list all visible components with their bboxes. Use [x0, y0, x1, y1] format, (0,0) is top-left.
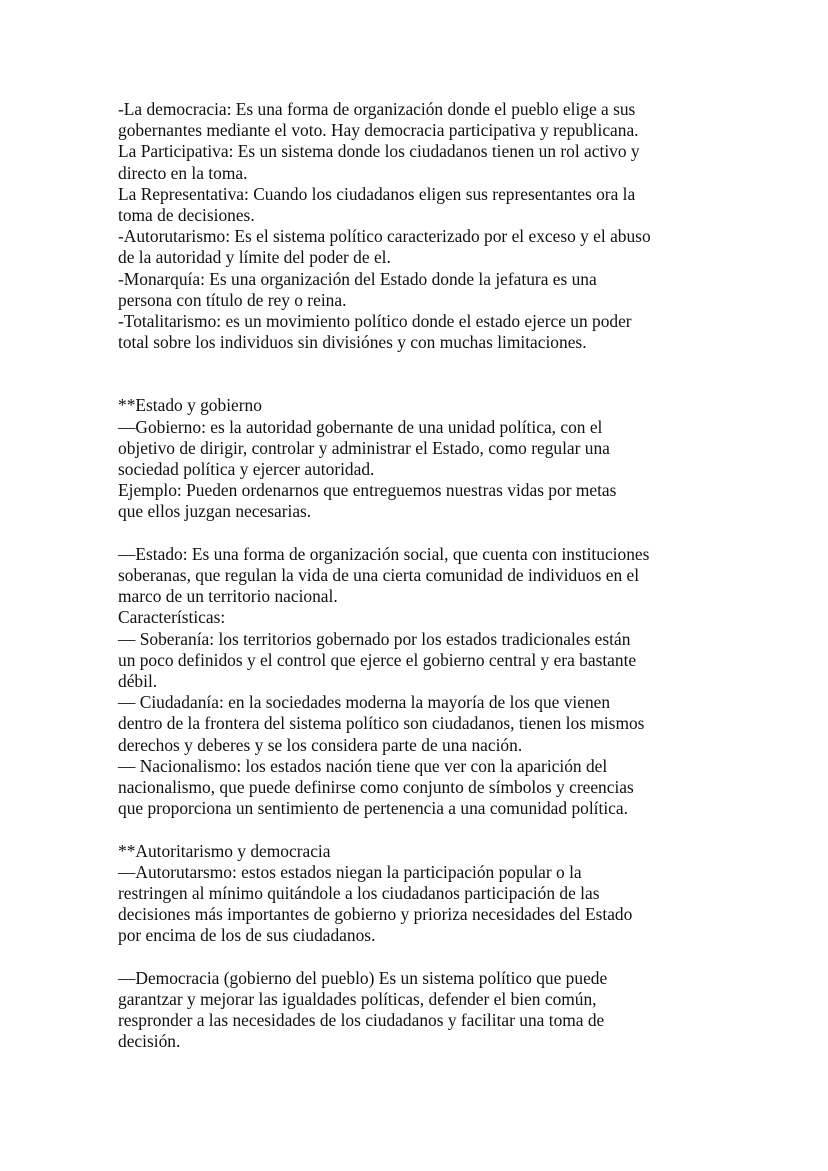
text-line: decisión. [118, 1031, 181, 1052]
text-line: objetivo de dirigir, controlar y administrar el Estado, como regular una [118, 437, 610, 458]
text-line: decisiones más importantes de gobierno y prioriza necesidades del Estado [118, 904, 633, 925]
text-line: -La democracia: Es una forma de organización donde el pueblo elige a sus [118, 99, 636, 119]
text-line: por encima de los de sus ciudadanos. [118, 925, 376, 946]
text-line: total sobre los individuos sin divisiónes y con muchas limitaciones. [118, 332, 587, 353]
text-line: —Estado: Es una forma de organización social, que cuenta con instituciones [118, 543, 650, 564]
subheading: Características: [118, 607, 226, 628]
text-line: que proporciona un sentimiento de pertenencia a una comunidad política. [118, 798, 628, 819]
text-line: soberanas, que regulan la vida de una cierta comunidad de individuos en el [118, 565, 640, 586]
text-line: —Gobierno: es la autoridad gobernante de una unidad política, con el [118, 416, 603, 437]
text-line: -Monarquía: Es una organización del Estado donde la jefatura es una [118, 268, 597, 289]
text-line: Ejemplo: Pueden ordenarnos que entreguemos nuestras vidas por metas [118, 480, 617, 501]
text-line: un poco definidos y el control que ejerce el gobierno central y era bastante [118, 649, 637, 670]
text-line: —Democracia (gobierno del pueblo) Es un sistema político que puede [118, 967, 608, 988]
text-line: La Participativa: Es un sistema donde los ciudadanos tienen un rol activo y [118, 141, 640, 162]
section-autoritarismo-y-democracia [118, 841, 718, 947]
text-line: La Representativa: Cuando los ciudadanos eligen sus representantes ora la [118, 183, 636, 204]
section-estado-y-gobierno [118, 395, 718, 522]
text-line: restringen al mínimo quitándole a los ciudadanos participación de las [118, 883, 600, 904]
text-line: — Nacionalismo: los estados nación tiene que ver con la aparición del [118, 755, 608, 776]
text-line: respronder a las necesidades de los ciudadanos y facilitar una toma de [118, 1010, 605, 1031]
text-line: -Totalitarismo: es un movimiento político donde el estado ejerce un poder [118, 311, 632, 332]
text-line: dentro de la frontera del sistema político son ciudadanos, tienen los mismos [118, 713, 645, 734]
section-spacer [118, 947, 718, 968]
text-line: débil. [118, 671, 158, 692]
section-heading: **Autoritarismo y democracia [118, 840, 331, 861]
text-line: sociedad política y ejercer autoridad. [118, 459, 375, 480]
text-line: derechos y deberes y se los considera parte de una nación. [118, 734, 523, 755]
section-spacer [118, 353, 718, 395]
text-line: que ellos juzgan necesarias. [118, 501, 312, 522]
text-line: — Soberanía: los territorios gobernado por los estados tradicionales están [118, 628, 631, 649]
section-formas-de-gobierno [118, 99, 718, 353]
text-line: garantzar y mejorar las igualdades políticas, defender el bien común, [118, 989, 597, 1010]
text-line: marco de un territorio nacional. [118, 586, 338, 607]
text-line: — Ciudadanía: en la sociedades moderna la mayoría de los que vienen [118, 692, 611, 713]
text-line: toma de decisiones. [118, 205, 255, 226]
text-line: —Autorutarsmo: estos estados niegan la participación popular o la [118, 861, 582, 882]
text-line: gobernantes mediante el voto. Hay democracia participativa y republicana. [118, 120, 639, 141]
section-heading: **Estado y gobierno [118, 395, 262, 416]
section-estado [118, 544, 718, 820]
text-line: nacionalismo, que puede definirse como conjunto de símbolos y creencias [118, 777, 634, 798]
section-spacer [118, 819, 718, 840]
document-page [118, 99, 718, 1053]
text-line: -Autorutarismo: Es el sistema político caracterizado por el exceso y el abuso [118, 226, 651, 247]
text-line: persona con título de rey o reina. [118, 289, 347, 310]
section-democracia [118, 968, 718, 1053]
text-line: directo en la toma. [118, 162, 248, 183]
section-spacer [118, 523, 718, 544]
text-line: de la autoridad y límite del poder de el. [118, 247, 391, 268]
